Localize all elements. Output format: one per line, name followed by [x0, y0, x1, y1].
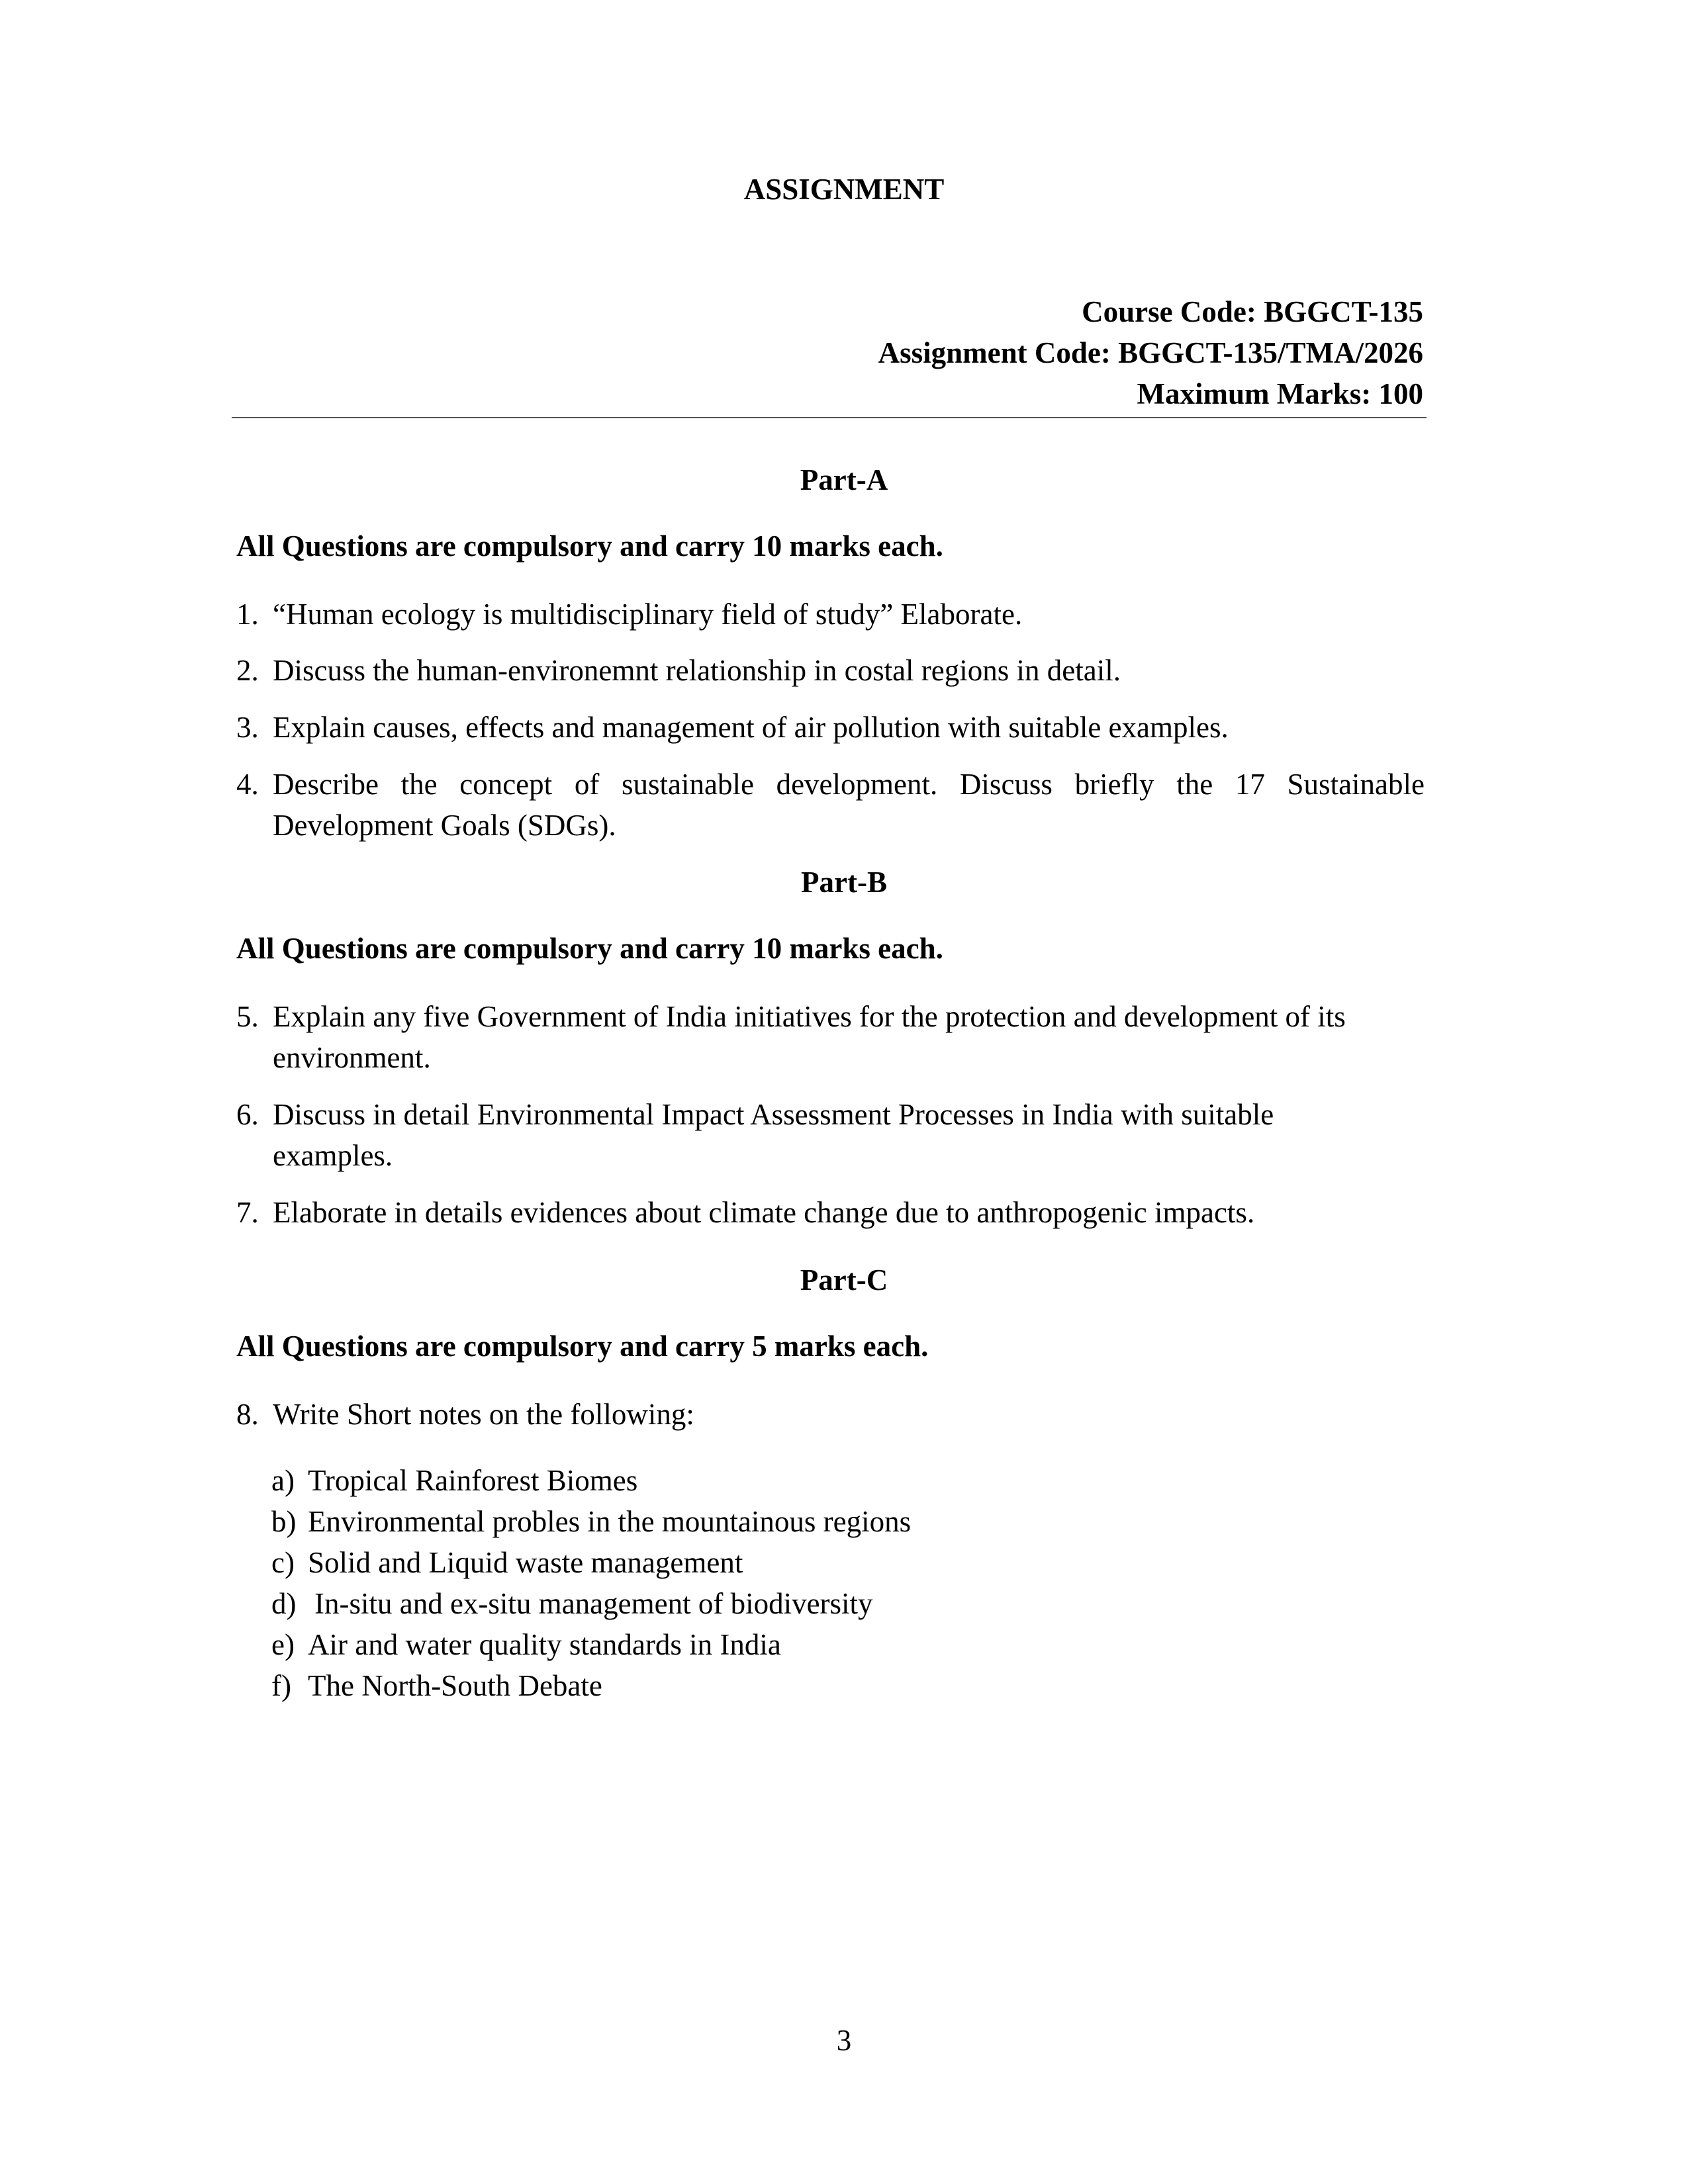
part-c-instruction: All Questions are compulsory and carry 5 marks each. — [236, 1330, 929, 1363]
question-text: Explain any five Government of India initiatives for the protection and development of its environment. — [273, 1000, 1346, 1074]
document-title: ASSIGNMENT — [743, 173, 945, 206]
subitem-text: Tropical Rainforest Biomes — [308, 1464, 638, 1497]
part-b-heading: Part-B — [801, 866, 887, 899]
question-text: Explain causes, effects and management of air pollution with suitable examples. — [273, 711, 1229, 744]
part-a-heading: Part-A — [800, 463, 888, 496]
subitem-label: f) — [271, 1669, 291, 1702]
question-4 — [236, 764, 1425, 846]
question-number: 2. — [236, 654, 259, 687]
subitem-b — [271, 1501, 911, 1542]
question-number: 8. — [236, 1398, 259, 1431]
question-text: Discuss the human-environemnt relationship in costal regions in detail. — [273, 654, 1121, 687]
subitem-c — [271, 1542, 743, 1583]
question-text: Describe the concept of sustainable development. Discuss briefly the 17 Sustainable Development Goals (SDGs). — [273, 768, 1425, 842]
subitem-label: c) — [271, 1546, 295, 1579]
subitem-label: a) — [271, 1464, 295, 1497]
question-text: Elaborate in details evidences about climate change due to anthropogenic impacts. — [273, 1196, 1255, 1229]
assignment-meta — [728, 291, 1423, 414]
question-2 — [236, 650, 1425, 691]
question-number: 4. — [236, 768, 259, 801]
subitem-f — [271, 1665, 602, 1706]
subitem-label: b) — [271, 1505, 297, 1538]
question-1 — [236, 594, 1425, 635]
page-number: 3 — [836, 2024, 852, 2057]
question-number: 6. — [236, 1098, 259, 1131]
question-3 — [236, 707, 1425, 748]
subitem-a — [271, 1460, 637, 1501]
question-8 — [236, 1394, 1425, 1435]
maximum-marks: Maximum Marks: 100 — [1137, 377, 1423, 410]
part-b-instruction: All Questions are compulsory and carry 10 marks each. — [236, 932, 943, 965]
part-c-heading: Part-C — [800, 1263, 888, 1297]
question-number: 3. — [236, 711, 259, 744]
subitem-label: d) — [271, 1587, 297, 1620]
subitem-text: The North-South Debate — [308, 1669, 602, 1702]
subitem-text: Air and water quality standards in India — [308, 1628, 781, 1661]
subitem-label: e) — [271, 1628, 295, 1661]
subitem-d — [271, 1583, 873, 1624]
question-text: Write Short notes on the following: — [273, 1398, 694, 1431]
assignment-code: Assignment Code: BGGCT-135/TMA/2026 — [878, 336, 1423, 369]
header-divider — [232, 417, 1427, 418]
subitem-text: Solid and Liquid waste management — [308, 1546, 743, 1579]
subitem-e — [271, 1624, 781, 1665]
question-number: 7. — [236, 1196, 259, 1229]
subitem-text: Environmental probles in the mountainous regions — [308, 1505, 912, 1538]
question-7 — [236, 1192, 1425, 1233]
subitem-text: In-situ and ex-situ management of biodiversity — [314, 1587, 873, 1620]
question-text: “Human ecology is multidisciplinary field of study” Elaborate. — [273, 598, 1023, 631]
question-5 — [236, 996, 1425, 1078]
part-a-instruction: All Questions are compulsory and carry 10 marks each. — [236, 529, 943, 563]
course-code: Course Code: BGGCT-135 — [1082, 295, 1423, 328]
question-text: Discuss in detail Environmental Impact Assessment Processes in India with suitable examples. — [273, 1098, 1274, 1172]
question-number: 5. — [236, 1000, 259, 1033]
question-number: 1. — [236, 598, 259, 631]
question-6 — [236, 1094, 1425, 1176]
